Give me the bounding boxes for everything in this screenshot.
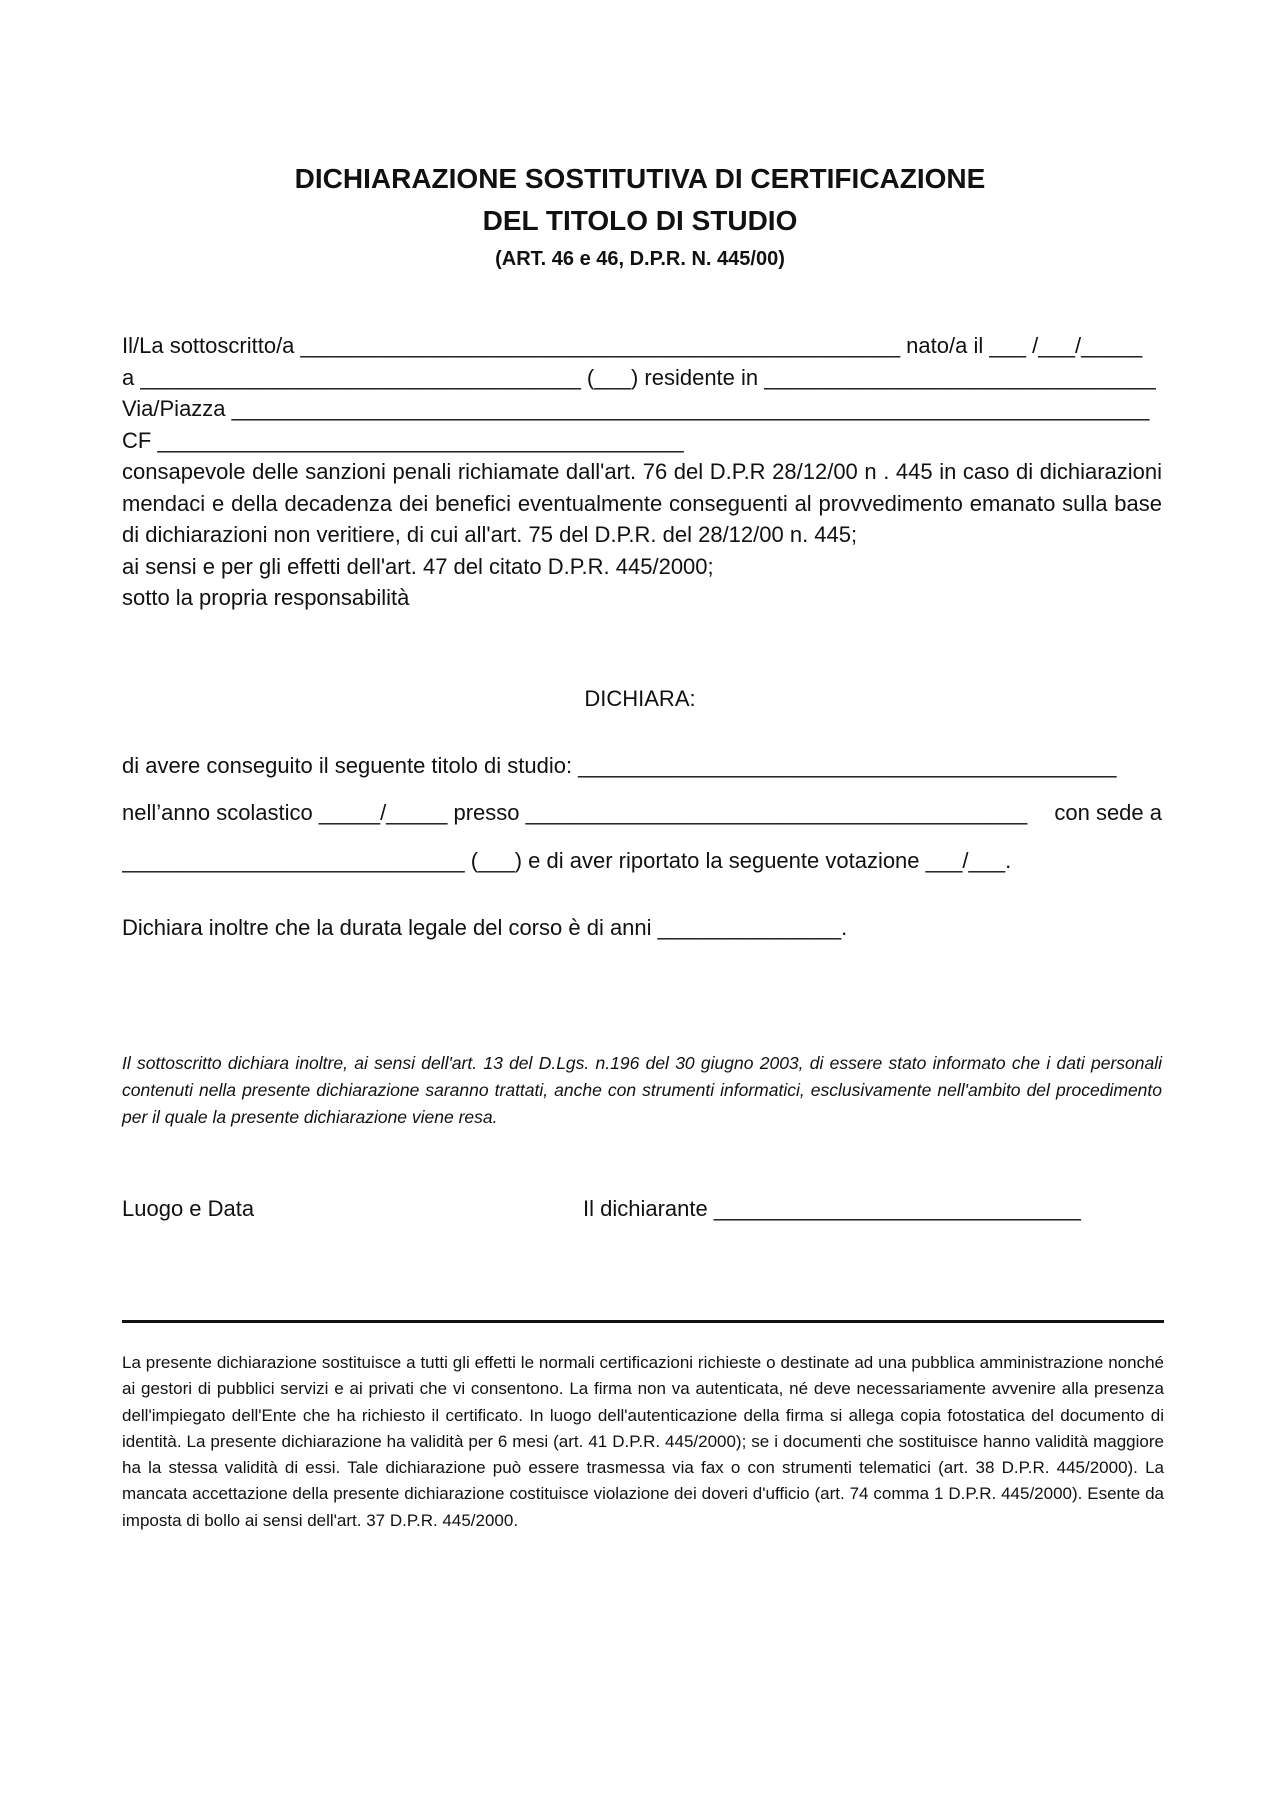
document-title-line-2: DEL TITOLO DI STUDIO	[482, 205, 798, 236]
dichiara-heading: DICHIARA:	[584, 686, 696, 711]
luogo-data-label: Luogo e Data	[122, 1196, 255, 1221]
premise-paragraph	[122, 456, 1162, 614]
privacy-notice: Il sottoscritto dichiara inoltre, ai sensi dell'art. 13 del D.Lgs. n.196 del 30 giugno 2003, di essere stato informato che i dati personali contenuti nella presente dichiarazione saranno trattati, anche con strumenti informatici, esclusivamente nell'ambito del procedimento per il quale la presente dichiarazione viene resa.	[122, 1053, 1162, 1127]
votazione-line: ____________________________ (___) e di aver riportato la seguente votazione ___/___.	[122, 848, 1012, 873]
durata-corso-line: Dichiara inoltre che la durata legale del corso è di anni _______________.	[122, 915, 848, 940]
con-sede-text: con sede a	[1054, 800, 1162, 825]
premise-responsabilita: sotto la propria responsabilità	[122, 585, 410, 610]
footnote-paragraph: La presente dichiarazione sostituisce a tutti gli effetti le normali certificazioni richieste o destinate ad una pubblica amministrazione nonché ai gestori di pubblici servizi e ai privati che vi consentono. La firma non va autenticata, né deve necessariamente avvenire alla presenza dell'impiegato dell'Ente che ha richiesto il certificato. In luogo dell'autenticazione della firma si allega copia fotostatica del documento di identità. La presente dichiarazione ha validità per 6 mesi (art. 41 D.P.R. 445/2000); se i documenti che sostituisce hanno validità maggiore ha la stessa validità di essi. Tale dichiarazione può essere trasmessa via fax o con strumenti telematici (art. 38 D.P.R. 445/2000). La mancata accettazione della presente dichiarazione costituisce violazione dei doveri d'ufficio (art. 74 comma 1 D.P.R. 445/2000). Esente da imposta di bollo ai sensi dell'art. 37 D.P.R. 445/2000.	[122, 1353, 1164, 1530]
premise-consapevole: consapevole delle sanzioni penali richiamate dall'art. 76 del D.P.R 28/12/00 n . 445 in caso di dichiarazioni mendaci e della decadenza dei benefici eventualmente conseguenti al provvedimento emanato sulla base di dichiarazioni non veritiere, di cui all'art. 75 del D.P.R. del 28/12/00 n. 445;	[122, 459, 1162, 547]
declarant-fields	[122, 330, 1162, 456]
footnote-divider	[122, 1320, 1164, 1323]
premise-ai-sensi: ai sensi e per gli effetti dell'art. 47 del citato D.P.R. 445/2000;	[122, 553, 714, 579]
document-header	[0, 158, 1280, 274]
document-title-line-1: DICHIARAZIONE SOSTITUTIVA DI CERTIFICAZIONE	[294, 163, 986, 194]
document-subtitle: (ART. 46 e 46, D.P.R. N. 445/00)	[495, 248, 785, 270]
anno-scolastico-line	[122, 797, 1162, 828]
declarant-cf-line: CF ___________________________________________	[122, 427, 684, 453]
declarant-birthplace-residence-line: a ____________________________________ (___) residente in ________________________________	[122, 364, 1156, 390]
dichiarante-signature-line: Il dichiarante ______________________________	[583, 1196, 1081, 1221]
anno-scolastico-text: nell’anno scolastico _____/_____ presso _________________________________________	[122, 800, 1028, 825]
titolo-studio-line: di avere conseguito il seguente titolo di studio: ____________________________________________	[122, 753, 1117, 778]
declarant-name-birth-line: Il/La sottoscritto/a _________________________________________________ nato/a il ___ /___/_____	[122, 333, 1143, 358]
declarant-address-line: Via/Piazza ___________________________________________________________________________	[122, 396, 1150, 421]
